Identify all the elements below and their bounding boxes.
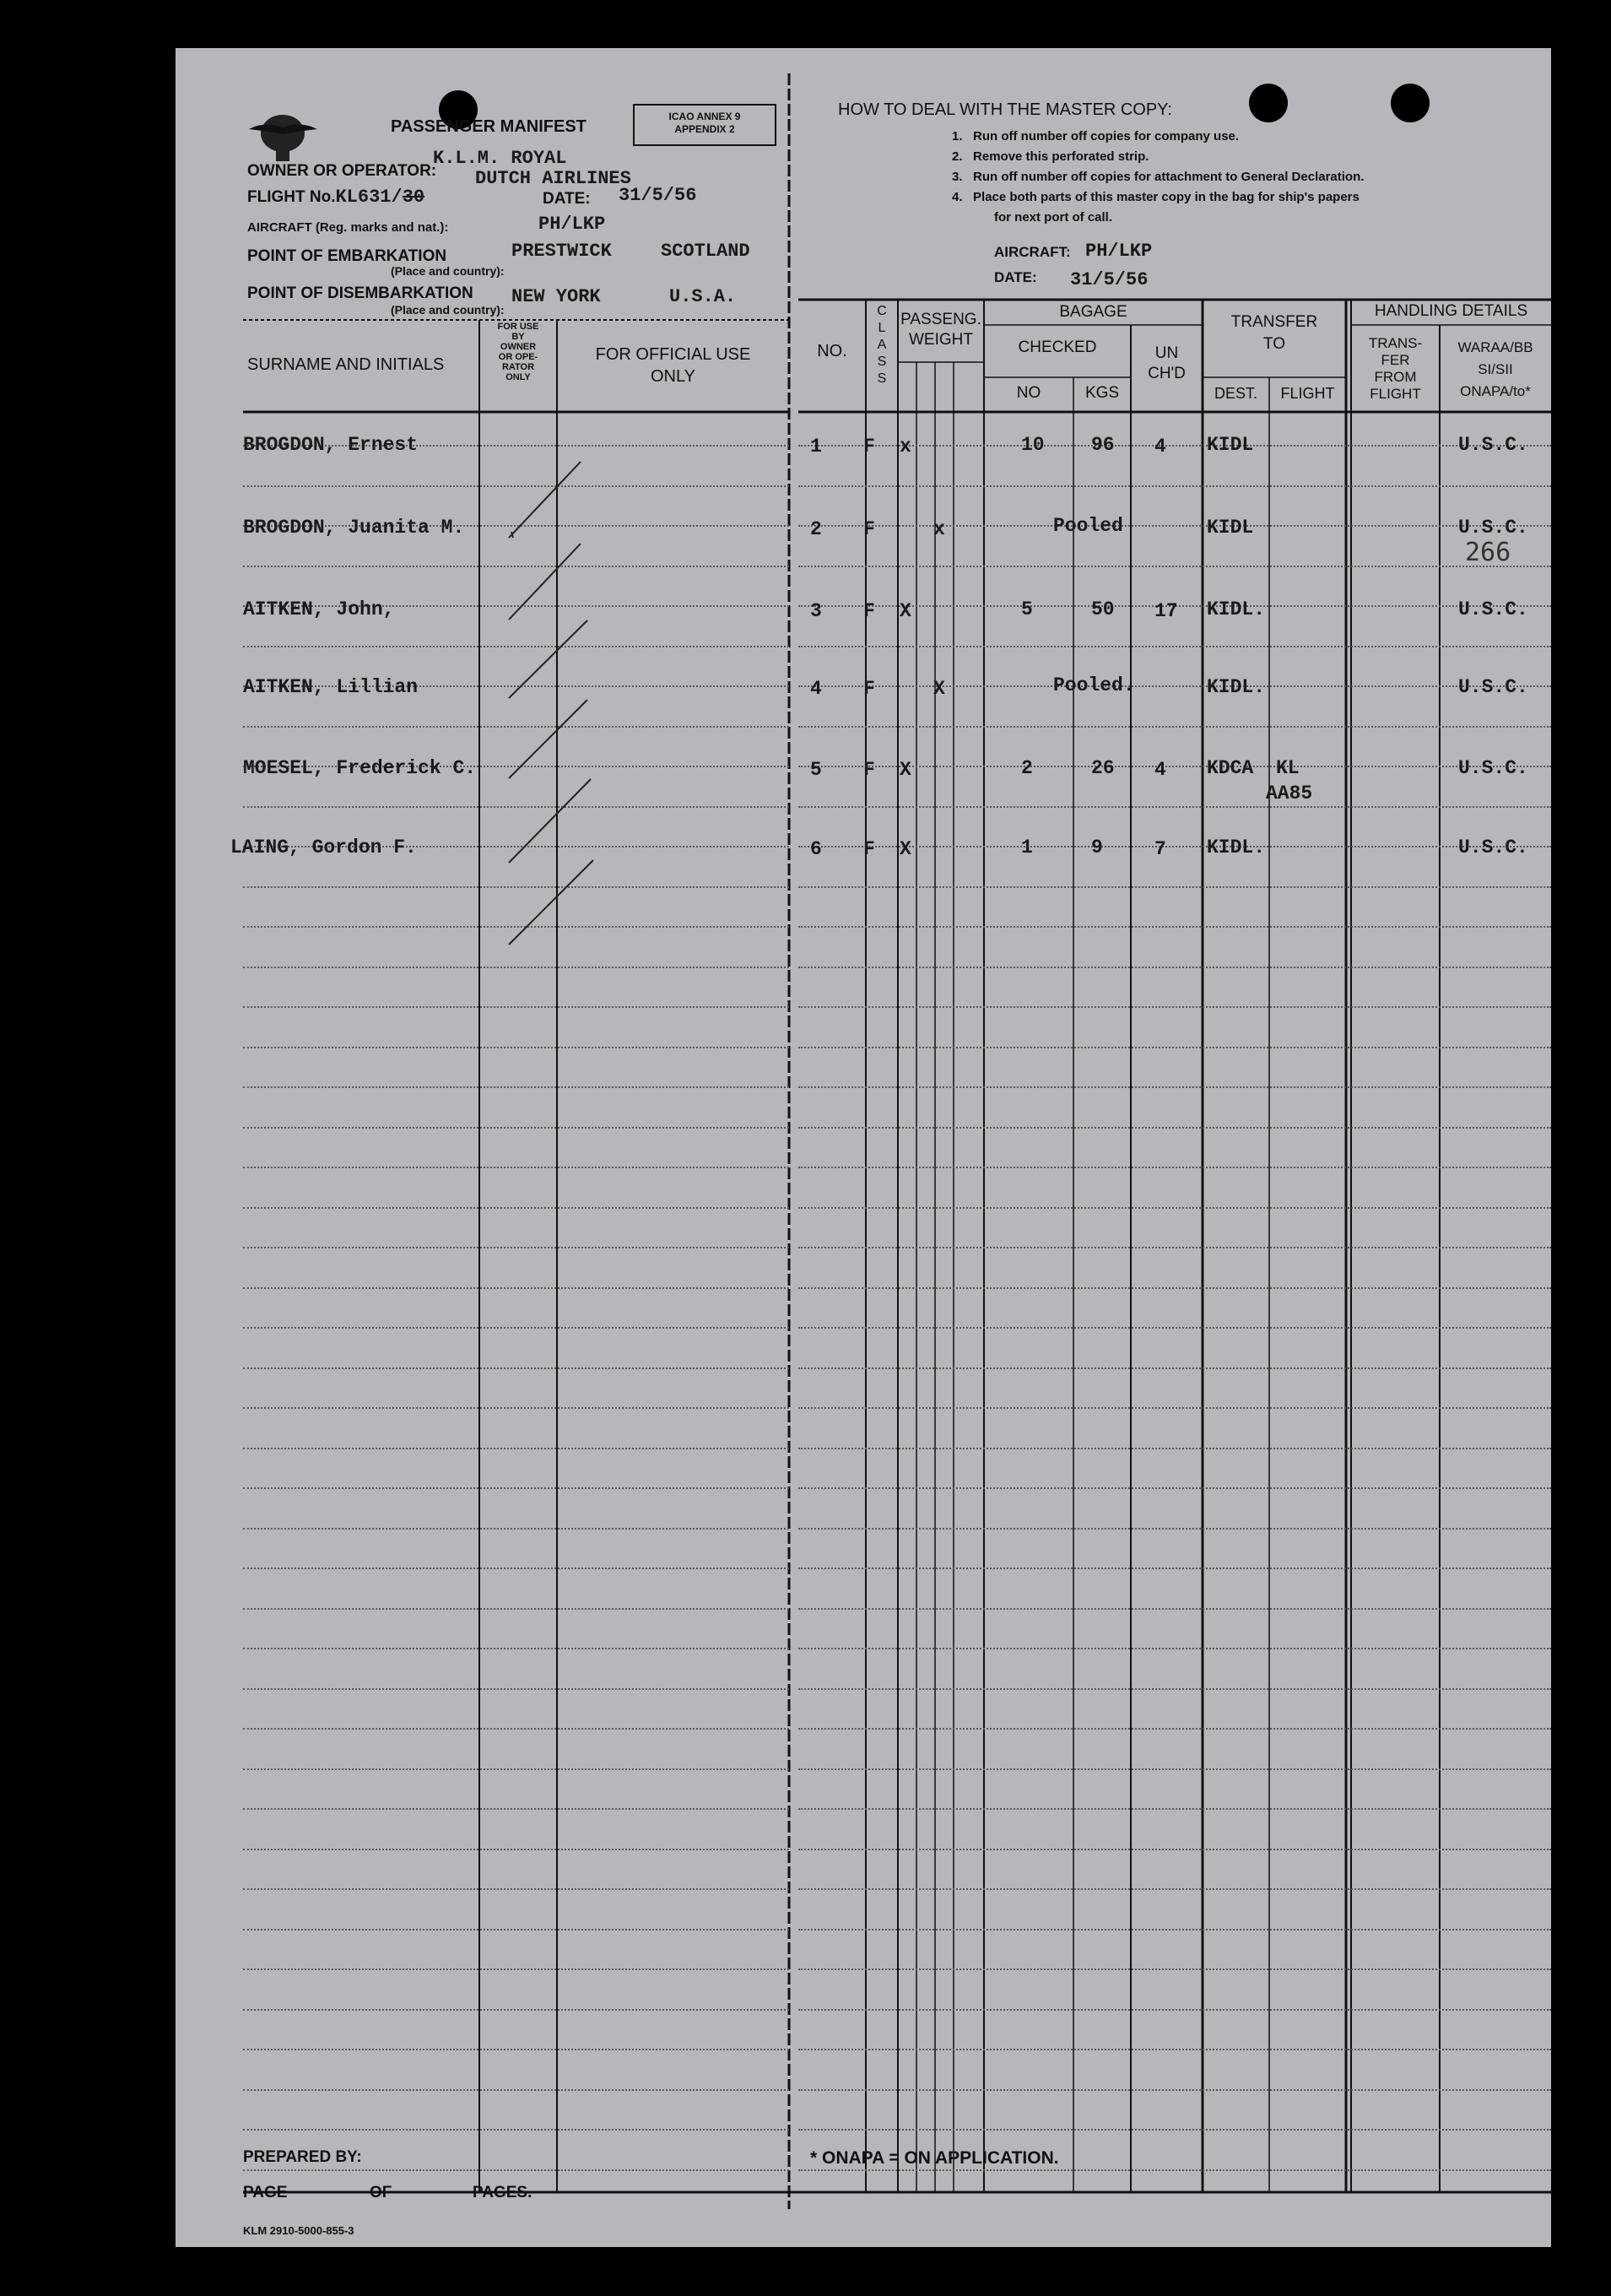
prepared-by: PREPARED BY: xyxy=(243,2148,362,2166)
passenger-no: 4 xyxy=(810,678,822,700)
owner-use-line: OR OPE- xyxy=(498,352,538,362)
bag-unchd: 4 xyxy=(1154,759,1166,781)
check-mark xyxy=(509,860,593,945)
bag-no: 5 xyxy=(1021,598,1033,620)
passenger-no: 1 xyxy=(810,436,822,458)
col-surname: SURNAME AND INITIALS xyxy=(247,355,445,374)
transfer-from-line: FROM xyxy=(1374,369,1417,385)
aircraft-label: AIRCRAFT (Reg. marks and nat.): xyxy=(247,220,449,235)
passenger-weight-1: X xyxy=(900,600,911,622)
instruction-text: Run off number off copies for attachment to General Declaration. xyxy=(973,170,1365,184)
instr-date-label: DATE: xyxy=(994,269,1037,285)
annex-line: ICAO ANNEX 9 xyxy=(668,111,741,122)
class-letter: S xyxy=(877,355,887,369)
checkmarks xyxy=(176,48,1551,2247)
handling-details: U.S.C. xyxy=(1458,598,1528,620)
transfer-dest: KIDL. xyxy=(1207,837,1266,858)
passeng-line: WEIGHT xyxy=(909,331,973,349)
form-code: KLM 2910-5000-855-3 xyxy=(243,2224,354,2237)
transfer-dest: KIDL xyxy=(1207,517,1254,539)
page-label: PAGE xyxy=(243,2184,288,2201)
passenger-no: 2 xyxy=(810,518,822,540)
passenger-weight-1: X xyxy=(900,759,911,781)
instr-aircraft-label: AIRCRAFT: xyxy=(994,244,1071,260)
instructions-title: HOW TO DEAL WITH THE MASTER COPY: xyxy=(838,100,1172,119)
col-dest: DEST. xyxy=(1214,385,1257,402)
passenger-class: F xyxy=(863,759,875,781)
disembark-place-note: (Place and country): xyxy=(391,303,505,317)
transfer-line: TO xyxy=(1262,335,1286,353)
check-mark xyxy=(509,462,581,538)
of-label: OF xyxy=(370,2184,392,2201)
owner-use-line: RATOR xyxy=(501,362,535,372)
passenger-no: 6 xyxy=(810,838,822,860)
flight-struck: 30 xyxy=(402,187,425,208)
instruction-text: Place both parts of this master copy in the bag for ship's papers xyxy=(973,190,1360,204)
transfer-dest: KIDL. xyxy=(1207,598,1266,620)
passenger-weight-2: X xyxy=(933,678,945,700)
manifest-title: PASSENGER MANIFEST xyxy=(391,117,587,136)
unchd-line: UN xyxy=(1154,344,1179,362)
handling-details: U.S.C. xyxy=(1458,676,1528,698)
owner-use-line: ONLY xyxy=(505,372,531,382)
handling-details: U.S.C. xyxy=(1458,434,1528,456)
transfer-flight-2: AA85 xyxy=(1266,782,1313,804)
pages-label: PAGES. xyxy=(473,2184,532,2201)
bag-kgs: 50 xyxy=(1091,598,1115,620)
class-letter: L xyxy=(878,321,886,335)
check-mark xyxy=(509,779,591,863)
waraa-line: WARAA/BB xyxy=(1457,339,1533,355)
date-label: DATE: xyxy=(543,190,591,208)
transfer-from-line: FER xyxy=(1381,352,1410,368)
passenger-class: F xyxy=(863,436,875,458)
bag-no: 1 xyxy=(1021,837,1033,858)
embark-city: PRESTWICK xyxy=(511,241,612,262)
class-letter: S xyxy=(877,371,887,386)
disembark-label: POINT OF DISEMBARKATION xyxy=(247,284,473,302)
check-mark xyxy=(509,620,587,698)
embark-label: POINT OF EMBARKATION xyxy=(247,247,447,265)
transfer-dest: KIDL xyxy=(1207,434,1254,456)
onapa-note: * ONAPA = ON APPLICATION. xyxy=(810,2148,1059,2168)
official-line: ONLY xyxy=(651,367,695,386)
passenger-class: F xyxy=(863,838,875,860)
transfer-dest: KDCA xyxy=(1207,757,1254,779)
passenger-name: MOESEL, Frederick C. xyxy=(243,757,477,779)
passenger-no: 3 xyxy=(810,600,822,622)
waraa-line: ONAPA/to* xyxy=(1460,383,1531,399)
passenger-name: AITKEN, Lillian xyxy=(243,676,419,698)
instr-aircraft-value: PH/LKP xyxy=(1085,241,1153,262)
bag-no: 2 xyxy=(1021,757,1033,779)
passeng-line: PASSENG. xyxy=(900,311,981,328)
bag-unchd: 7 xyxy=(1154,838,1166,860)
transfer-from-line: FLIGHT xyxy=(1370,386,1421,402)
passenger-name: BROGDON, Juanita M. xyxy=(243,517,465,539)
date-value: 31/5/56 xyxy=(619,185,697,206)
handling-details: U.S.C. xyxy=(1458,837,1528,858)
manifest-sheet xyxy=(176,48,1551,2247)
passenger-weight-1: x xyxy=(900,436,911,458)
instruction-num: 4. xyxy=(952,190,963,204)
disembark-city: NEW YORK xyxy=(511,286,601,307)
owner-line1: K.L.M. ROYAL xyxy=(433,148,567,169)
transfer-from-line: TRANS- xyxy=(1368,335,1423,351)
transfer-line: TRANSFER xyxy=(1230,313,1318,331)
col-bag-no: NO xyxy=(1016,384,1041,402)
owner-label: OWNER OR OPERATOR: xyxy=(247,162,437,180)
owner-use-line: FOR USE xyxy=(497,322,539,332)
bag-unchd: 17 xyxy=(1154,600,1178,622)
col-checked: CHECKED xyxy=(1018,338,1097,356)
annotation-266: 266 xyxy=(1465,538,1511,567)
handling-details: U.S.C. xyxy=(1458,757,1528,779)
instruction-item-cont: for next port of call. xyxy=(994,210,1113,225)
col-bagage: BAGAGE xyxy=(1059,303,1127,321)
bag-no: 10 xyxy=(1021,434,1045,456)
instruction-num: 3. xyxy=(952,170,963,184)
owner-line2: DUTCH AIRLINES xyxy=(475,168,631,189)
transfer-flight: KL xyxy=(1276,757,1300,779)
instruction-num: 1. xyxy=(952,129,963,144)
official-line: FOR OFFICIAL USE xyxy=(595,345,751,364)
flight-label-text: FLIGHT No. xyxy=(247,188,336,206)
disembark-country: U.S.A. xyxy=(669,286,737,307)
instr-date-value: 31/5/56 xyxy=(1070,269,1149,290)
bag-pooled: Pooled. xyxy=(1053,674,1135,696)
instruction-text: Run off number off copies for company use. xyxy=(973,129,1240,144)
col-flight: FLIGHT xyxy=(1280,385,1335,402)
col-kgs: KGS xyxy=(1084,384,1120,402)
bag-kgs: 9 xyxy=(1091,837,1103,858)
unchd-line: CH'D xyxy=(1148,365,1186,382)
annex-line: APPENDIX 2 xyxy=(674,123,735,135)
owner-use-line: OWNER xyxy=(500,342,537,352)
instruction-num: 2. xyxy=(952,149,963,164)
handling-details: U.S.C. xyxy=(1458,517,1528,539)
bag-unchd: 4 xyxy=(1154,436,1166,458)
passenger-class: F xyxy=(863,518,875,540)
bag-pooled: Pooled xyxy=(1053,515,1123,537)
passenger-class: F xyxy=(863,678,875,700)
passenger-name: AITKEN, John, xyxy=(243,598,395,620)
passenger-class: F xyxy=(863,600,875,622)
bag-kgs: 26 xyxy=(1091,757,1115,779)
embark-country: SCOTLAND xyxy=(661,241,750,262)
passenger-weight-2: x xyxy=(933,518,945,540)
passenger-name: LAING, Gordon F. xyxy=(230,837,417,858)
check-mark xyxy=(509,700,587,778)
passenger-no: 5 xyxy=(810,759,822,781)
passenger-name: BROGDON, Ernest xyxy=(243,434,419,456)
col-no: NO. xyxy=(817,342,847,360)
flight-value: KL631/ xyxy=(335,187,403,208)
bag-kgs: 96 xyxy=(1091,434,1115,456)
class-letter: A xyxy=(877,338,887,352)
class-letter: C xyxy=(877,304,887,318)
transfer-dest: KIDL. xyxy=(1207,676,1266,698)
col-handling: HANDLING DETAILS xyxy=(1374,302,1528,320)
aircraft-value: PH/LKP xyxy=(538,214,606,235)
check-mark xyxy=(509,544,581,620)
embark-place-note: (Place and country): xyxy=(391,264,505,278)
passenger-weight-1: X xyxy=(900,838,911,860)
waraa-line: SI/SII xyxy=(1478,361,1513,377)
instruction-text: Remove this perforated strip. xyxy=(973,149,1149,164)
owner-use-line: BY xyxy=(511,332,525,342)
